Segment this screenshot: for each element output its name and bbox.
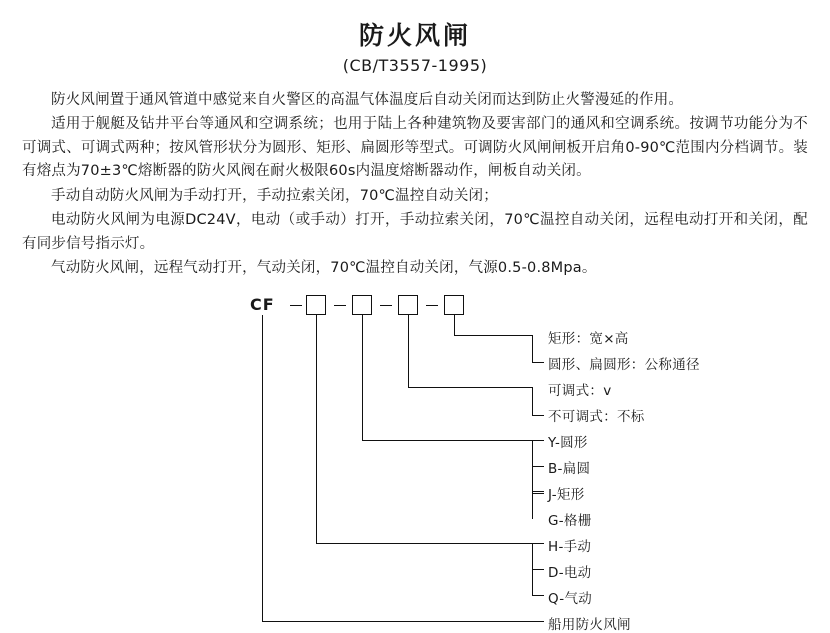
code-separator-3: [380, 305, 392, 306]
code-box-3: [398, 295, 418, 315]
code-box-4: [444, 295, 464, 315]
paragraph-3: 手动自动防火风闸为手动打开，手动拉索关闭，70℃温控自动关闭；: [51, 187, 498, 204]
legend-item-0: 矩形：宽×高: [548, 330, 629, 347]
legend-item-9: D-电动: [548, 564, 592, 581]
leader-line-box3-h2: [532, 415, 544, 416]
paragraph-4: 电动防火风闸为电源DC24V，电动（或手动）打开，手动拉索关闭，70℃温控自动关闭，远程电动打开和关闭，配有同步信号指示灯。: [22, 212, 808, 252]
page-title: 防火风闸: [358, 21, 471, 50]
leader-line-box2: [362, 315, 363, 440]
leader-line-box4: [454, 315, 455, 335]
legend-item-4: Y-圆形: [548, 434, 588, 451]
legend-item-7: G-格栅: [548, 512, 592, 529]
paragraph-1: 防火风闸置于通风管道中感觉来自火警区的高温气体温度后自动关闭而达到防止火警漫延的作用。: [51, 92, 684, 108]
leader-line-box2-h4: [532, 491, 544, 492]
legend-item-8: H-手动: [548, 538, 592, 555]
leader-tick-prefix: [532, 621, 544, 622]
leader-line-prefix: [262, 315, 263, 621]
legend-item-6: J-矩形: [548, 486, 585, 503]
leader-line-box3: [408, 315, 409, 387]
code-box-2: [352, 295, 372, 315]
leader-line-box1: [316, 315, 317, 543]
leader-tick-lower-0: [532, 543, 544, 544]
legend-item-11: 船用防火风闸: [548, 616, 631, 633]
leader-line-box4-h: [454, 335, 532, 336]
code-separator-2: [334, 305, 346, 306]
legend-item-3: 不可调式：不标: [548, 408, 645, 425]
legend-item-2: 可调式：v: [548, 382, 612, 399]
paragraph-2: 适用于舰艇及钻井平台等通风和空调系统；也用于陆上各种建筑物及要害部门的通风和空调系统。按调节功能分为不可调式、可调式两种；按风管形状分为圆形、矩形、扁圆形等型式。可调防火风闸闸板开启角0-90℃范围内分档调节。装有熔点为70±3℃熔断器的防火风阀在耐火极限60s内温度熔断器动作，闸板自动关闭。: [22, 116, 808, 180]
leader-line-box1-h2: [532, 493, 544, 494]
code-separator-1: [290, 305, 302, 306]
model-designation-diagram: [22, 294, 808, 633]
leader-tick-lower-2: [532, 595, 544, 596]
leader-line-box4-v2: [532, 335, 533, 362]
leader-line-prefix-h: [262, 621, 532, 622]
legend-item-5: B-扁圆: [548, 460, 591, 477]
code-separator-4: [426, 305, 438, 306]
code-box-1: [306, 295, 326, 315]
leader-line-box2-h2: [532, 440, 544, 441]
leader-tick-lower-1: [532, 569, 544, 570]
standard-code: (CB/T3557-1995): [342, 56, 488, 75]
leader-line-box2-h: [362, 440, 532, 441]
leader-line-box1-v2: [532, 493, 533, 519]
leader-line-box4-h2: [532, 362, 544, 363]
code-prefix-cf: CF: [250, 294, 275, 314]
leader-line-box1-h: [316, 543, 532, 544]
legend-item-1: 圆形、扁圆形：公称通径: [548, 356, 700, 373]
leader-line-box2-h3: [532, 466, 544, 467]
leader-line-lower-group: [532, 543, 533, 595]
leader-line-box3-v2: [532, 387, 533, 415]
paragraph-5: 气动防火风闸，远程气动打开，气动关闭，70℃温控自动关闭，气源0.5-0.8Mpa。: [51, 260, 597, 277]
leader-line-box3-h: [408, 387, 532, 388]
legend-item-10: Q-气动: [548, 590, 593, 607]
